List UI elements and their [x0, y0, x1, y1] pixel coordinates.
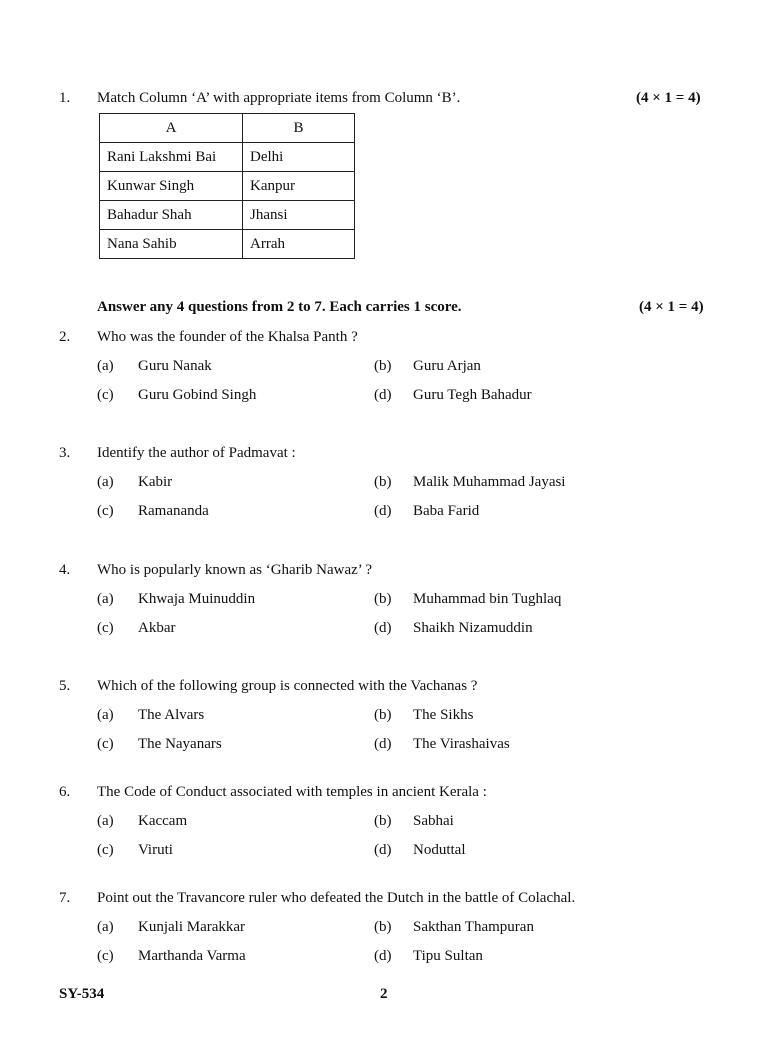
option-label: (c) — [97, 387, 114, 403]
paper-code: SY-534 — [59, 986, 105, 1002]
question-6 — [0, 784, 768, 874]
column-a-header: A — [100, 114, 243, 143]
option-label: (a) — [97, 813, 114, 829]
option-label: (d) — [374, 948, 392, 964]
option-label: (b) — [374, 591, 392, 607]
option-label: (c) — [97, 842, 114, 858]
option-label: (a) — [97, 707, 114, 723]
option-label: (b) — [374, 474, 392, 490]
option-text: Ramananda — [138, 503, 209, 519]
question-text: Who is popularly known as ‘Gharib Nawaz’ ? — [97, 562, 373, 578]
table-cell: Kanpur — [243, 172, 355, 201]
option-label: (b) — [374, 707, 392, 723]
question-text: Which of the following group is connected with the Vachanas ? — [97, 678, 478, 694]
option-text: Noduttal — [413, 842, 466, 858]
option-text: Viruti — [138, 842, 173, 858]
option-label: (c) — [97, 736, 114, 752]
option-text: The Alvars — [138, 707, 205, 723]
question-4 — [0, 562, 768, 652]
table-cell: Jhansi — [243, 201, 355, 230]
option-text: The Nayanars — [138, 736, 222, 752]
q1-number: 1. — [59, 90, 71, 106]
table-row — [100, 143, 355, 172]
q1-text: Match Column ‘A’ with appropriate items from Column ‘B’. — [97, 90, 461, 106]
match-table — [99, 113, 355, 259]
question-2 — [0, 329, 768, 419]
table-row — [100, 230, 355, 259]
option-label: (b) — [374, 919, 392, 935]
option-text: The Virashaivas — [413, 736, 510, 752]
option-label: (a) — [97, 919, 114, 935]
option-text: Sabhai — [413, 813, 454, 829]
option-label: (b) — [374, 358, 392, 374]
option-text: Guru Nanak — [138, 358, 212, 374]
question-number: 3. — [59, 445, 71, 461]
question-3 — [0, 445, 768, 535]
option-label: (a) — [97, 591, 114, 607]
question-number: 6. — [59, 784, 71, 800]
option-text: Shaikh Nizamuddin — [413, 620, 533, 636]
question-text: Identify the author of Padmavat : — [97, 445, 296, 461]
table-cell: Nana Sahib — [100, 230, 243, 259]
option-label: (c) — [97, 503, 114, 519]
option-text: Akbar — [138, 620, 176, 636]
option-text: Guru Arjan — [413, 358, 481, 374]
option-label: (d) — [374, 736, 392, 752]
option-label: (c) — [97, 948, 114, 964]
option-text: Baba Farid — [413, 503, 480, 519]
section-instruction: Answer any 4 questions from 2 to 7. Each carries 1 score. — [97, 299, 462, 315]
question-number: 4. — [59, 562, 71, 578]
option-text: Guru Tegh Bahadur — [413, 387, 532, 403]
question-text: Who was the founder of the Khalsa Panth ? — [97, 329, 358, 345]
question-text: The Code of Conduct associated with temples in ancient Kerala : — [97, 784, 487, 800]
q1-marks: (4 × 1 = 4) — [636, 90, 701, 106]
page-number: 2 — [380, 986, 388, 1002]
option-text: The Sikhs — [413, 707, 474, 723]
option-label: (a) — [97, 474, 114, 490]
question-7 — [0, 890, 768, 980]
question-number: 5. — [59, 678, 71, 694]
option-text: Malik Muhammad Jayasi — [413, 474, 566, 490]
option-text: Kaccam — [138, 813, 188, 829]
question-text: Point out the Travancore ruler who defeated the Dutch in the battle of Colachal. — [97, 890, 576, 906]
option-text: Kabir — [138, 474, 173, 490]
question-number: 2. — [59, 329, 71, 345]
question-5 — [0, 678, 768, 768]
table-row — [100, 172, 355, 201]
table-cell: Bahadur Shah — [100, 201, 243, 230]
table-cell: Rani Lakshmi Bai — [100, 143, 243, 172]
option-label: (d) — [374, 503, 392, 519]
option-label: (d) — [374, 387, 392, 403]
table-cell: Kunwar Singh — [100, 172, 243, 201]
option-label: (c) — [97, 620, 114, 636]
option-text: Khwaja Muinuddin — [138, 591, 256, 607]
question-number: 7. — [59, 890, 71, 906]
option-label: (b) — [374, 813, 392, 829]
table-row — [100, 201, 355, 230]
option-text: Muhammad bin Tughlaq — [413, 591, 562, 607]
table-header-row — [100, 114, 355, 143]
option-label: (a) — [97, 358, 114, 374]
table-cell: Arrah — [243, 230, 355, 259]
table-cell: Delhi — [243, 143, 355, 172]
option-text: Guru Gobind Singh — [138, 387, 257, 403]
option-text: Tipu Sultan — [413, 948, 483, 964]
option-text: Marthanda Varma — [138, 948, 246, 964]
option-text: Kunjali Marakkar — [138, 919, 246, 935]
option-text: Sakthan Thampuran — [413, 919, 534, 935]
option-label: (d) — [374, 620, 392, 636]
option-label: (d) — [374, 842, 392, 858]
section-marks: (4 × 1 = 4) — [639, 299, 704, 315]
column-b-header: B — [243, 114, 355, 143]
